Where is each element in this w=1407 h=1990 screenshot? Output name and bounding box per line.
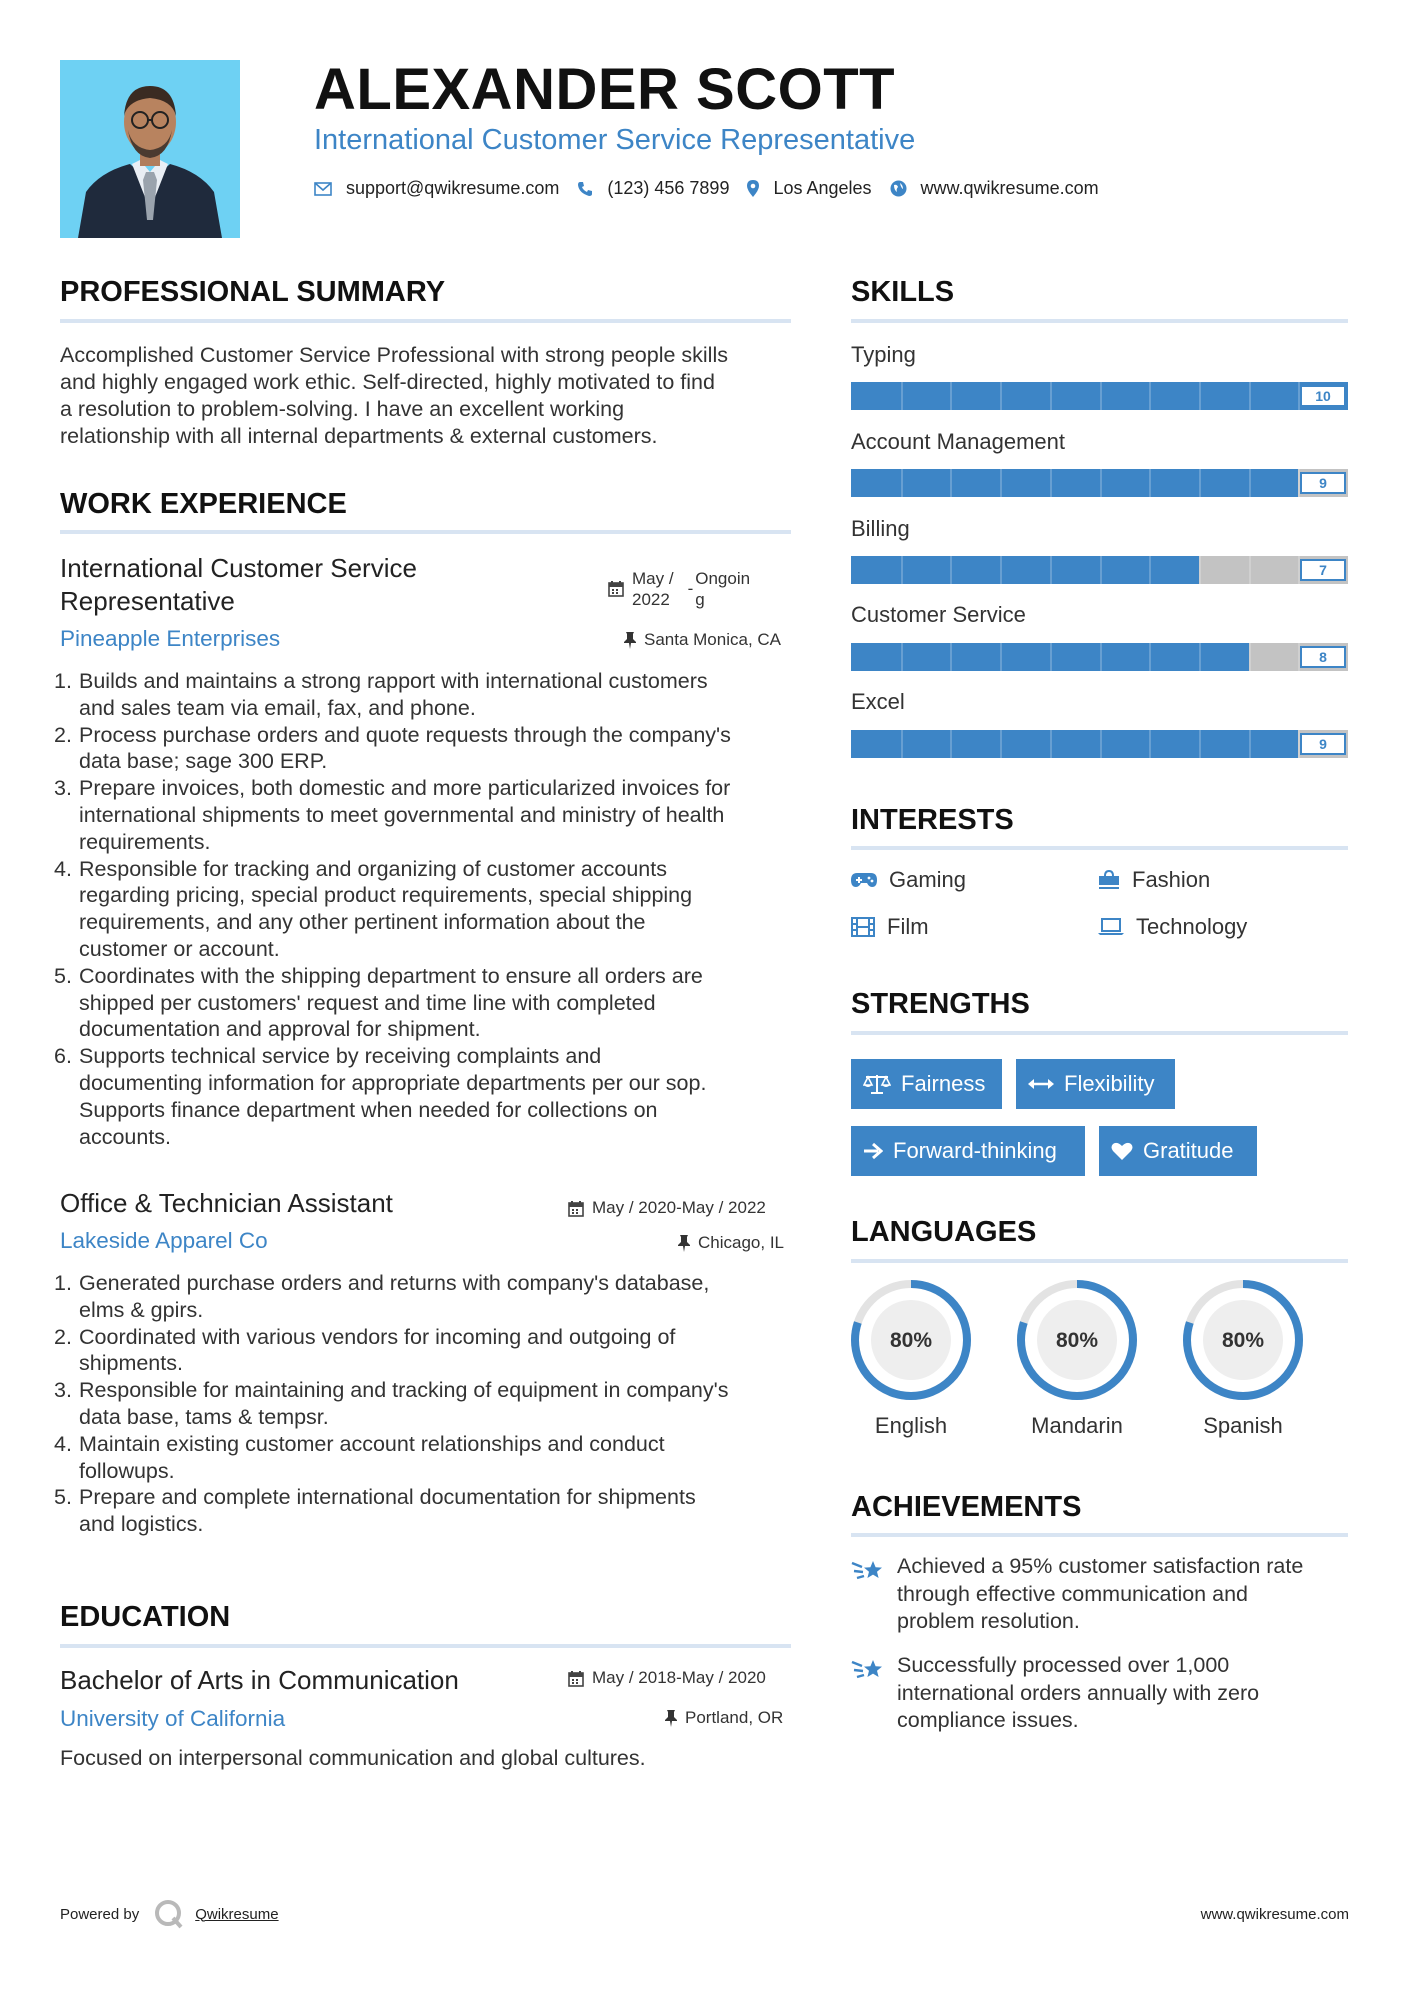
list-line: Responsible for tracking and organizing of customer accounts [79,856,667,881]
skill-label: Customer Service [851,602,1026,627]
skill-bar-segment [901,730,903,758]
website-text: www.qwikresume.com [920,178,1099,198]
phone-text: (123) 456 7899 [607,178,730,198]
education-heading: EDUCATION [60,1601,231,1633]
phone-icon [577,181,593,197]
location-text: Portland, OR [685,1708,784,1727]
shooting-star-icon [851,1555,885,1585]
education-location [665,1708,783,1728]
achievement-line: Achieved a 95% customer satisfaction rate [897,1554,1304,1578]
skill-bar-segment [1149,469,1151,497]
list-number: 3. [54,776,72,801]
contact-info [314,178,1117,199]
language-item [1015,1278,1139,1439]
skill-bar-segment [1199,469,1201,497]
achievements-heading: ACHIEVEMENTS [851,1491,1082,1523]
skill-bar-segment [901,382,903,410]
contact-location [747,178,871,199]
list-line: Generated purchase orders and returns with company's database, [79,1271,710,1295]
list-line: customer or account. [79,936,280,961]
job-location [624,630,781,650]
skill-label: Account Management [851,429,1066,454]
footer-url[interactable]: www.qwikresume.com [1200,1906,1349,1923]
list-line: Coordinated with various vendors for incoming and outgoing of [79,1324,676,1349]
list-item [54,856,800,963]
list-line: Process purchase orders and quote requests through the company's [79,722,731,747]
skill-label: Typing [851,342,916,367]
globe-icon [890,180,907,197]
skill-bar-segment [1100,556,1102,584]
skill-bar-segment [1100,730,1102,758]
strengths-divider [851,1031,1348,1035]
skill-bar-segment [1100,382,1102,410]
list-line: Supports finance department when needed for collections on [79,1097,658,1122]
list-line: documenting information for appropriate departments per our sop. [79,1070,707,1095]
language-gauge [1181,1278,1305,1402]
date-end: Ongoin [695,569,751,588]
laptop-icon [1098,918,1124,936]
date-end-wrap: g [695,590,705,609]
heart-icon [1111,1141,1133,1161]
strengths-heading: STRENGTHS [851,988,1030,1020]
list-line: Responsible for maintaining and tracking of equipment in company's [79,1378,729,1403]
list-line: accounts. [79,1124,172,1149]
skill-bar-segment [1199,382,1201,410]
location-text: Los Angeles [773,178,872,198]
company-name: Lakeside Apparel Co [60,1228,268,1253]
list-line: requirements. [79,829,211,854]
skill-bar-segment [1000,469,1002,497]
skill-score: 9 [1300,733,1346,755]
skill-bar-fill [851,730,1298,758]
list-item [54,1431,800,1485]
strength-badge [1099,1126,1257,1176]
list-item [54,1270,800,1324]
skill-bar-segment [1249,730,1251,758]
list-line: Supports technical service by receiving complaints and [79,1044,602,1069]
map-marker-icon [747,180,759,197]
skill-bar-segment [1050,556,1052,584]
shooting-star-icon [851,1654,885,1684]
list-item [54,1324,800,1378]
date-separator: - [687,579,694,598]
skill-bar-segment [1000,643,1002,671]
list-item [54,668,800,722]
job-dates [608,568,750,610]
interest-label: Film [887,914,929,939]
interest-item [851,867,966,893]
language-gauge [849,1278,973,1402]
skill-bar-segment [1050,382,1052,410]
location-text: Santa Monica, CA [644,630,782,649]
strength-badge [851,1059,1002,1109]
pushpin-icon [678,1235,690,1252]
list-item [54,1484,800,1538]
skill-bar-segment [901,556,903,584]
summary-line: and highly engaged work ethic. Self-directed, highly motivated to find [60,370,715,394]
skill-bar [851,643,1348,671]
school-name: University of California [60,1706,286,1731]
interest-label: Technology [1136,914,1248,939]
language-item [849,1278,973,1439]
interests-divider [851,846,1348,850]
languages-heading: LANGUAGES [851,1216,1037,1248]
list-line: shipments. [79,1351,183,1376]
list-line: Maintain existing customer account relationships and conduct [79,1431,665,1456]
skill-bar-segment [1050,469,1052,497]
list-line: shipped per customers' request and time line with completed [79,990,656,1015]
strength-label: Gratitude [1143,1138,1234,1163]
arrows-horizontal-icon [1028,1077,1054,1091]
languages-divider [851,1259,1348,1263]
envelope-icon [314,182,332,196]
date-start-year: 2022 [632,590,670,609]
job-title [60,552,500,618]
gauge-percent: 80% [1221,1329,1265,1352]
language-label: Mandarin [1031,1413,1123,1438]
email-text: support@qwikresume.com [346,178,560,198]
list-item [54,1043,800,1150]
skill-bar [851,382,1348,410]
achievement-line: through effective communication and [897,1581,1248,1606]
list-line: Prepare and complete international documentation for shipments [79,1485,696,1510]
list-number: 5. [54,1485,72,1510]
interest-item [1098,914,1247,940]
skill-bar-segment [1249,469,1251,497]
summary-line: relationship with all internal departments & external customers. [60,424,658,448]
skill-bar [851,556,1348,584]
summary-heading: PROFESSIONAL SUMMARY [60,276,446,308]
calendar-icon [568,1670,584,1687]
skills-divider [851,319,1348,323]
skill-bar-segment [1100,469,1102,497]
job-location [678,1233,784,1253]
contact-email[interactable] [314,178,559,199]
skill-bar-fill [851,556,1199,584]
list-number: 4. [54,1431,72,1456]
company-name: Pineapple Enterprises [60,626,281,651]
education-divider [60,1644,791,1648]
list-number: 3. [54,1378,72,1403]
list-line: documentation and approval for shipment. [79,1017,481,1042]
skill-score: 9 [1300,472,1346,494]
gauge-percent: 80% [889,1329,933,1352]
interest-label: Gaming [889,867,967,892]
achievement-line: compliance issues. [897,1708,1079,1732]
list-number: 1. [54,1271,72,1295]
skill-bar-segment [1000,730,1002,758]
job-title: Office & Technician Assistant [60,1188,393,1218]
skill-label: Billing [851,516,910,541]
achievements-divider [851,1533,1348,1537]
location-text: Chicago, IL [698,1233,784,1252]
job-dates [568,1198,766,1218]
strength-label: Fairness [901,1071,986,1096]
pushpin-icon [665,1710,677,1727]
summary-line: Accomplished Customer Service Professional with strong people skills [60,343,728,367]
list-item [54,775,800,855]
job-duties [54,668,800,1150]
interest-item [1098,867,1210,893]
skill-bar-segment [1249,382,1251,410]
list-line: Prepare invoices, both domestic and more particularized invoices for [79,776,731,801]
skill-score: 7 [1300,559,1346,581]
achievement-line: Successfully processed over 1,000 [897,1653,1230,1677]
summary-divider [60,319,791,323]
strength-label: Flexibility [1064,1071,1155,1096]
list-line: data base, tams & tempsr. [79,1404,329,1429]
list-number: 2. [54,1324,72,1349]
list-line: and logistics. [79,1512,204,1537]
list-line: data base; sage 300 ERP. [79,749,328,774]
skill-bar-segment [901,469,903,497]
list-line: followups. [79,1458,175,1483]
list-line: regarding pricing, special product requirements, special shipping [79,883,693,908]
skill-bar-segment [901,643,903,671]
candidate-title: International Customer Service Representative [314,124,916,156]
skill-bar-segment [950,382,952,410]
skill-bar [851,469,1348,497]
job-duties [54,1270,800,1538]
skill-bar-segment [1249,643,1251,671]
profile-photo [60,60,240,238]
list-line: elms & gpirs. [79,1297,204,1322]
arrow-right-icon [863,1142,883,1160]
contact-website[interactable] [890,178,1099,199]
list-number: 6. [54,1044,72,1069]
language-label: English [874,1413,948,1438]
achievement-item [851,1652,1348,1735]
job-title-line: Representative [60,586,235,616]
dates-text: May / 2018-May / 2020 [592,1668,766,1687]
skill-score: 10 [1300,385,1346,407]
skill-bar-segment [1050,730,1052,758]
skill-bar-segment [950,556,952,584]
list-item [54,722,800,776]
powered-by-text: Powered by [60,1905,140,1923]
list-item [54,1377,800,1431]
list-number: 4. [54,856,72,881]
skill-bar-segment [1149,556,1151,584]
summary-text [60,342,800,450]
education-dates [568,1668,766,1688]
gauge-percent: 80% [1055,1329,1099,1352]
skill-bar-segment [1149,643,1151,671]
date-start: May / [632,569,674,588]
achievement-line: international orders annually with zero [897,1680,1260,1705]
job-title-line: International Customer Service [60,553,417,583]
experience-heading: WORK EXPERIENCE [60,488,347,520]
pushpin-icon [624,632,636,649]
list-line: Builds and maintains a strong rapport with international customers [79,669,708,693]
list-number: 2. [54,722,72,747]
list-line: international shipments to meet governmental and ministry of health [79,802,725,827]
language-gauge [1015,1278,1139,1402]
achievement-line: problem resolution. [897,1609,1080,1633]
skill-bar-segment [1149,382,1151,410]
skill-bar-fill [851,469,1298,497]
gamepad-icon [851,872,877,888]
list-line: and sales team via email, fax, and phone. [79,695,476,720]
skill-bar-segment [950,643,952,671]
skills-heading: SKILLS [851,276,955,308]
skill-bar-segment [1249,556,1251,584]
contact-phone[interactable] [577,178,729,199]
experience-divider [60,530,791,534]
degree-title: Bachelor of Arts in Communication [60,1665,459,1695]
skill-label: Excel [851,689,905,714]
language-label: Spanish [1203,1413,1283,1438]
calendar-icon [608,580,624,597]
strength-badge [1016,1059,1175,1109]
interest-item [851,914,929,940]
balance-scale-icon [863,1073,891,1095]
list-line: requirements, and any other pertinent information about the [79,910,646,935]
skill-score: 8 [1300,646,1346,668]
strength-badge [851,1126,1085,1176]
skill-bar-segment [950,730,952,758]
shopping-bag-icon [1098,870,1120,890]
list-line: Coordinates with the shipping department to ensure all orders are [79,963,703,988]
interests-heading: INTERESTS [851,804,1014,836]
strength-label: Forward-thinking [893,1138,1057,1163]
skill-bar-segment [1050,643,1052,671]
skill-bar-segment [1100,643,1102,671]
achievement-item [851,1553,1348,1636]
qwikresume-logo-icon [153,1898,185,1930]
skill-bar-segment [1149,730,1151,758]
dates-text: May / 2020-May / 2022 [592,1198,766,1217]
skill-bar [851,730,1348,758]
list-number: 1. [54,669,72,693]
brand-link[interactable]: Qwikresume [195,1905,279,1923]
skill-bar-segment [1199,643,1201,671]
skill-bar-segment [1199,730,1201,758]
candidate-name: ALEXANDER SCOTT [314,57,896,122]
summary-line: a resolution to problem-solving. I have an excellent working [60,397,625,421]
language-item [1181,1278,1305,1439]
skill-bar-segment [1000,382,1002,410]
interest-label: Fashion [1132,867,1211,892]
skill-bar-segment [950,469,952,497]
film-icon [851,917,875,937]
list-number: 5. [54,963,72,988]
skill-bar-segment [1199,556,1201,584]
footer-branding [60,1898,279,1930]
calendar-icon [568,1200,584,1217]
skill-bar-segment [1000,556,1002,584]
list-item [54,963,800,1043]
education-description: Focused on interpersonal communication and global cultures. [60,1746,646,1770]
